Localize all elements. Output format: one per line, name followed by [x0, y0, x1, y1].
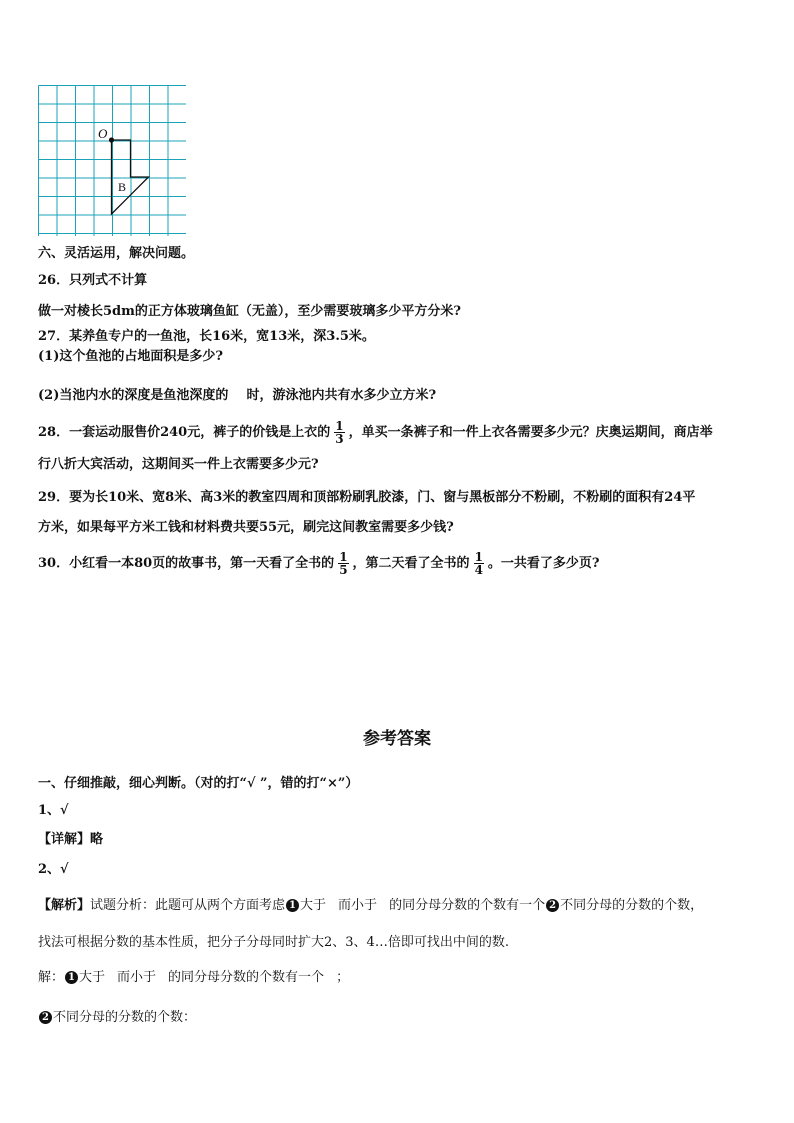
solution-text-6: 不同分母的分数的个数： [53, 1010, 197, 1025]
analysis-text-2: 大于 [300, 898, 327, 913]
q30-f2-num: 1 [474, 550, 483, 564]
analysis-tag: 【解析】 [38, 898, 91, 913]
q30-part3: 。一共看了多少页? [487, 556, 600, 571]
section6-heading: 六、灵活运用，解决问题。 [38, 246, 195, 261]
answer-2-solution [38, 970, 349, 986]
solution-text-1: 解： [38, 970, 65, 985]
q28-fraction [334, 420, 344, 445]
q28-line2: 行八折大宾活动，这期间买一件上衣需要多少元? [38, 457, 319, 472]
origin-label: O [98, 126, 108, 141]
answer-2-solution-line2 [38, 1010, 196, 1026]
circled-number-2: 2 [546, 899, 559, 912]
q29-line1: 29．要为长10米、宽8米、高3米的教室四周和顶部粉刷乳胶漆，门、窗与黑板部分不粉刷，不粉刷的面积有24平 [38, 490, 696, 505]
q27-title: 27．某养鱼专户的一鱼池，长16米，宽13米，深3.5米。 [38, 329, 375, 344]
q28-frac-den: 3 [335, 432, 344, 446]
analysis-text-4: 的同分母分数的个数有一个 [389, 898, 546, 913]
answer-2: 2、√ [38, 862, 69, 877]
grid-figure [36, 84, 186, 236]
q30-part1: 30．小红看一本80页的故事书，第一天看了全书的 [38, 556, 335, 571]
answers-title: 参考答案 [363, 729, 431, 749]
analysis-text-1: 试题分析：此题可从两个方面考虑 [90, 898, 286, 913]
circled-number-1: 1 [286, 899, 299, 912]
solution-circled-1: 1 [65, 971, 78, 984]
solution-circled-2: 2 [39, 1011, 52, 1024]
q28-line1 [38, 420, 713, 445]
q30-fraction-1 [338, 551, 348, 576]
q30-line [38, 551, 600, 576]
q28-frac-num: 1 [335, 419, 344, 433]
q27-part1: (1)这个鱼池的占地面积是多少? [38, 349, 223, 364]
analysis-text-3: 而小于 [338, 898, 378, 913]
solution-text-4: 的同分母分数的个数有一个 [168, 970, 325, 985]
solution-text-3: 而小于 [117, 970, 157, 985]
q30-f1-num: 1 [339, 550, 348, 564]
q28-text-after: ，单买一条裤子和一件上衣各需要多少元？庆奥运期间，商店举 [348, 425, 713, 440]
analysis-text-5: 不同分母的分数的个数， [560, 898, 704, 913]
q27-part2: (2)当池内水的深度是鱼池深度的 时，游泳池内共有水多少立方米? [38, 388, 437, 403]
solution-text-2: 大于 [79, 970, 106, 985]
q26-title: 26．只列式不计算 [38, 273, 148, 288]
q30-f1-den: 5 [339, 563, 348, 577]
answer-2-analysis [38, 898, 703, 914]
answer-1-detail: 【详解】略 [38, 832, 104, 847]
q30-fraction-2 [474, 551, 484, 576]
answers-section1: 一、仔细推敲，细心判断。（对的打“√ ”，错的打“×”） [38, 776, 359, 791]
q28-text-before: 28．一套运动服售价240元，裤子的价钱是上衣的 [38, 425, 331, 440]
q30-part2: ，第二天看了全书的 [352, 556, 470, 571]
answer-1: 1、√ [38, 803, 69, 818]
q30-f2-den: 4 [474, 563, 483, 577]
q26-body: 做一对棱长5dm的正方体玻璃鱼缸（无盖），至少需要玻璃多少平方分米? [38, 304, 462, 319]
q29-line2: 方米，如果每平方米工钱和材料费共要55元，刷完这间教室需要多少钱? [38, 520, 454, 535]
solution-text-5: ； [336, 970, 350, 985]
origin-point [109, 137, 114, 142]
shape-label: B [118, 180, 127, 194]
answer-2-analysis-line2: 找法可根据分数的基本性质，把分子分母同时扩大2、3、4…倍即可找出中间的数. [38, 935, 509, 950]
shape-b [112, 140, 149, 214]
